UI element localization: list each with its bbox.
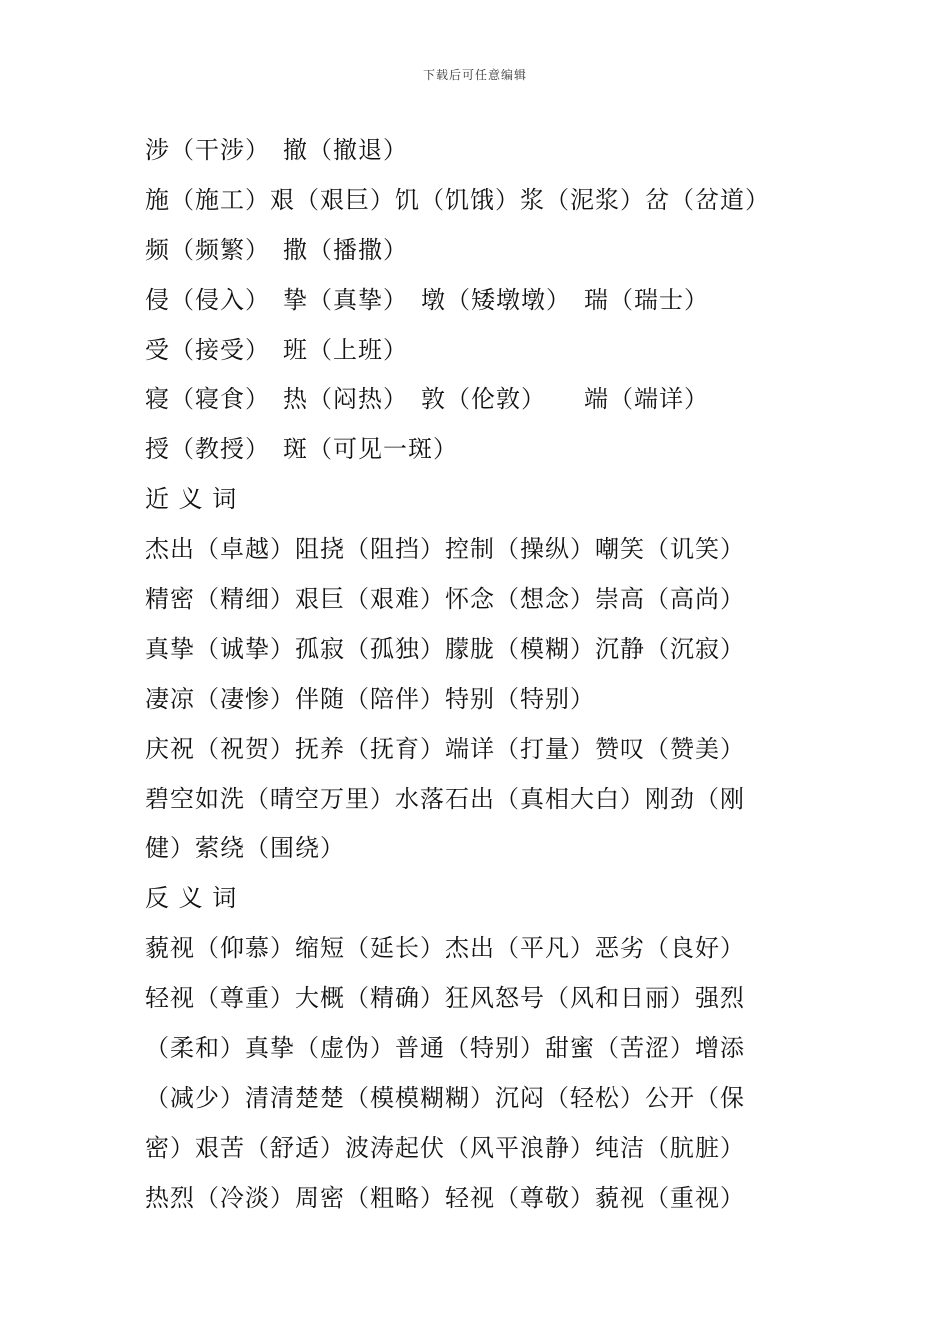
text-line: 热烈（冷淡）周密（粗略）轻视（尊敬）藐视（重视）	[145, 1183, 745, 1212]
text-line: （减少）清清楚楚（模模糊糊）沉闷（轻松）公开（保	[145, 1083, 745, 1112]
text-line: 侵（侵入） 挚（真挚） 墩（矮墩墩） 瑞（瑞士）	[145, 285, 709, 314]
text-line: 精密（精细）艰巨（艰难）怀念（想念）崇高（高尚）	[145, 585, 745, 614]
text-line: 健）萦绕（围绕）	[145, 834, 345, 863]
text-line: 受（接受） 班（上班）	[145, 335, 408, 364]
text-line: 涉（干涉） 撤（撤退）	[145, 136, 408, 164]
text-line: 碧空如洗（晴空万里）水落石出（真相大白）刚劲（刚	[145, 784, 745, 813]
text-line: 密）艰苦（舒适）波涛起伏（风平浪静）纯洁（肮脏）	[145, 1133, 745, 1162]
text-line: 真挚（诚挚）孤寂（孤独）朦胧（模糊）沉静（沉寂）	[145, 634, 745, 663]
text-line: 寝（寝食） 热（闷热） 敦（伦敦） 端（端详）	[145, 385, 709, 414]
text-line: 庆祝（祝贺）抚养（抚育）端详（打量）赞叹（赞美）	[145, 734, 745, 763]
text-line: 施（施工）艰（艰巨）饥（饥饿）浆（泥浆）岔（岔道）	[145, 185, 770, 214]
section-heading-synonyms: 近 义 词	[145, 485, 238, 514]
text-line: 杰出（卓越）阻挠（阻挡）控制（操纵）嘲笑（讥笑）	[145, 535, 745, 564]
page-header: 下载后可任意编辑	[422, 68, 527, 82]
text-line: 授（教授） 斑（可见一斑）	[145, 435, 458, 464]
section-heading-antonyms: 反 义 词	[145, 884, 238, 913]
text-line: （柔和）真挚（虚伪）普通（特别）甜蜜（苦涩）增添	[145, 1034, 745, 1063]
text-line: 频（频繁） 撒（播撒）	[145, 235, 408, 264]
text-line: 凄凉（凄惨）伴随（陪伴）特别（特别）	[145, 684, 595, 713]
text-line: 藐视（仰慕）缩短（延长）杰出（平凡）恶劣（良好）	[145, 934, 745, 963]
text-line: 轻视（尊重）大概（精确）狂风怒号（风和日丽）强烈	[145, 984, 745, 1013]
document-body	[145, 126, 825, 1224]
